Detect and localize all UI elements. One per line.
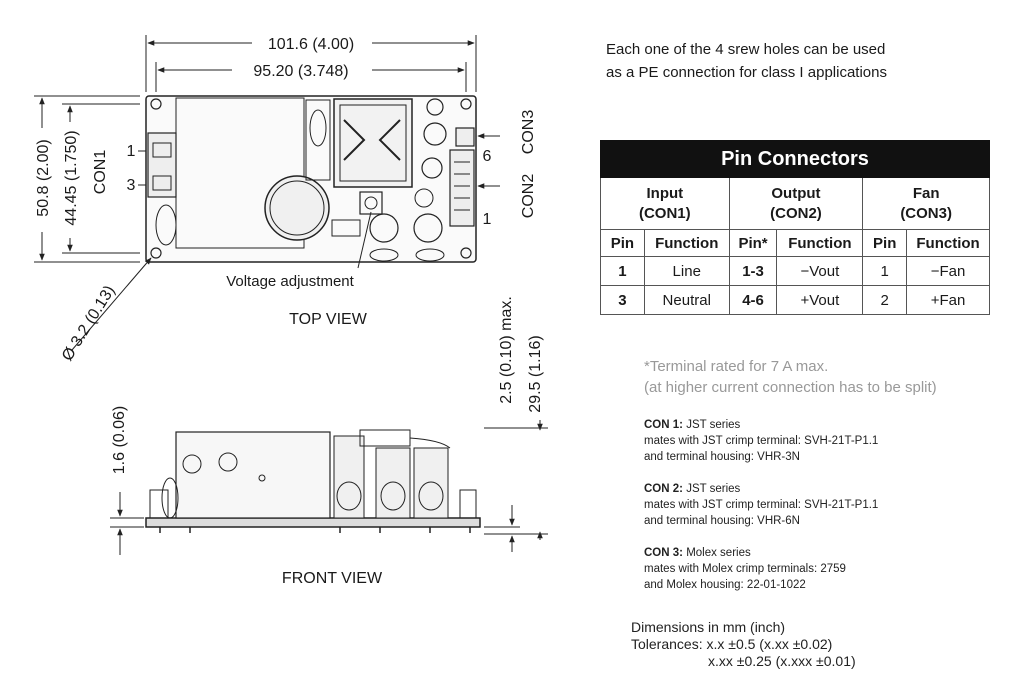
con1-pin-bottom: 3 (126, 177, 136, 194)
table-cell: 1-3 (729, 257, 777, 286)
table-cell: Line (644, 257, 729, 286)
table-header-row (601, 230, 990, 257)
group-fan: Fan (CON3) (863, 178, 990, 230)
hole-diameter-label: Ø 3.2 (0.13) (58, 282, 119, 365)
note-line-2: as a PE connection for class I applications (606, 64, 887, 81)
header-cell: Function (777, 230, 863, 257)
terminal-line-2: (at higher current connection has to be split) (644, 379, 937, 396)
table-cell: Neutral (644, 286, 729, 315)
table-cell: +Fan (907, 286, 990, 315)
pin-connectors-table (600, 140, 990, 315)
table-cell: 3 (601, 286, 645, 315)
header-cell: Pin (863, 230, 907, 257)
con2-spec: CON 2: JST series mates with JST crimp terminal: SVH-21T-P1.1 and terminal housing: VHR-6N (644, 483, 879, 527)
header-cell: Pin (601, 230, 645, 257)
con2-label: CON2 (520, 173, 537, 219)
group-input: Input (CON1) (601, 178, 730, 230)
table-cell: 2 (863, 286, 907, 315)
con2-pin-bottom: 1 (482, 211, 492, 228)
table-cell: −Vout (777, 257, 863, 286)
pe-connection-note (606, 38, 887, 84)
con1-pin-top: 1 (126, 143, 136, 160)
header-cell: Function (644, 230, 729, 257)
note-line-1: Each one of the 4 srew holes can be used (606, 41, 886, 58)
table-cell: 1 (601, 257, 645, 286)
terminal-rating-note (644, 356, 937, 398)
con1-label: CON1 (92, 149, 109, 195)
table-cell: 1 (863, 257, 907, 286)
dim-pin-length: 2.5 (0.10) max. (498, 296, 515, 404)
group-output: Output (CON2) (729, 178, 863, 230)
con1-spec: CON 1: JST series mates with JST crimp terminal: SVH-21T-P1.1 and terminal housing: VHR-3N (644, 419, 879, 463)
table-cell: 4-6 (729, 286, 777, 315)
dim-height-inner: 44.45 (1.750) (63, 130, 80, 226)
table-row (601, 286, 990, 315)
con3-label: CON3 (520, 109, 537, 155)
table-title: Pin Connectors (601, 141, 990, 178)
con2-pin-top: 6 (482, 148, 492, 165)
dimensions-line-1: Dimensions in mm (inch) (631, 619, 786, 635)
terminal-line-1: *Terminal rated for 7 A max. (644, 358, 829, 375)
header-cell: Function (907, 230, 990, 257)
dim-width-outer: 101.6 (4.00) (267, 36, 355, 53)
dim-width-inner: 95.20 (3.748) (253, 63, 349, 80)
dimensions-note (631, 619, 856, 670)
dimensions-line-3: x.xx ±0.25 (x.xxx ±0.01) (708, 653, 856, 669)
con3-spec: CON 3: Molex series mates with Molex crimp terminals: 2759 and Molex housing: 22-01-1022 (644, 547, 846, 591)
dimensions-line-2: Tolerances: x.x ±0.5 (x.xx ±0.02) (631, 636, 833, 652)
table-row (601, 257, 990, 286)
top-view-board (146, 96, 476, 262)
header-cell: Pin* (729, 230, 777, 257)
front-view-label: FRONT VIEW (281, 570, 383, 587)
table-cell: +Vout (777, 286, 863, 315)
dim-pcb-thickness: 1.6 (0.06) (111, 405, 128, 475)
dim-height-outer: 50.8 (2.00) (35, 139, 52, 217)
dim-total-height: 29.5 (1.16) (527, 335, 544, 413)
table-cell: −Fan (907, 257, 990, 286)
voltage-adjustment-label: Voltage adjustment (226, 273, 354, 290)
top-view-label: TOP VIEW (289, 311, 367, 328)
front-view-board (146, 430, 480, 533)
